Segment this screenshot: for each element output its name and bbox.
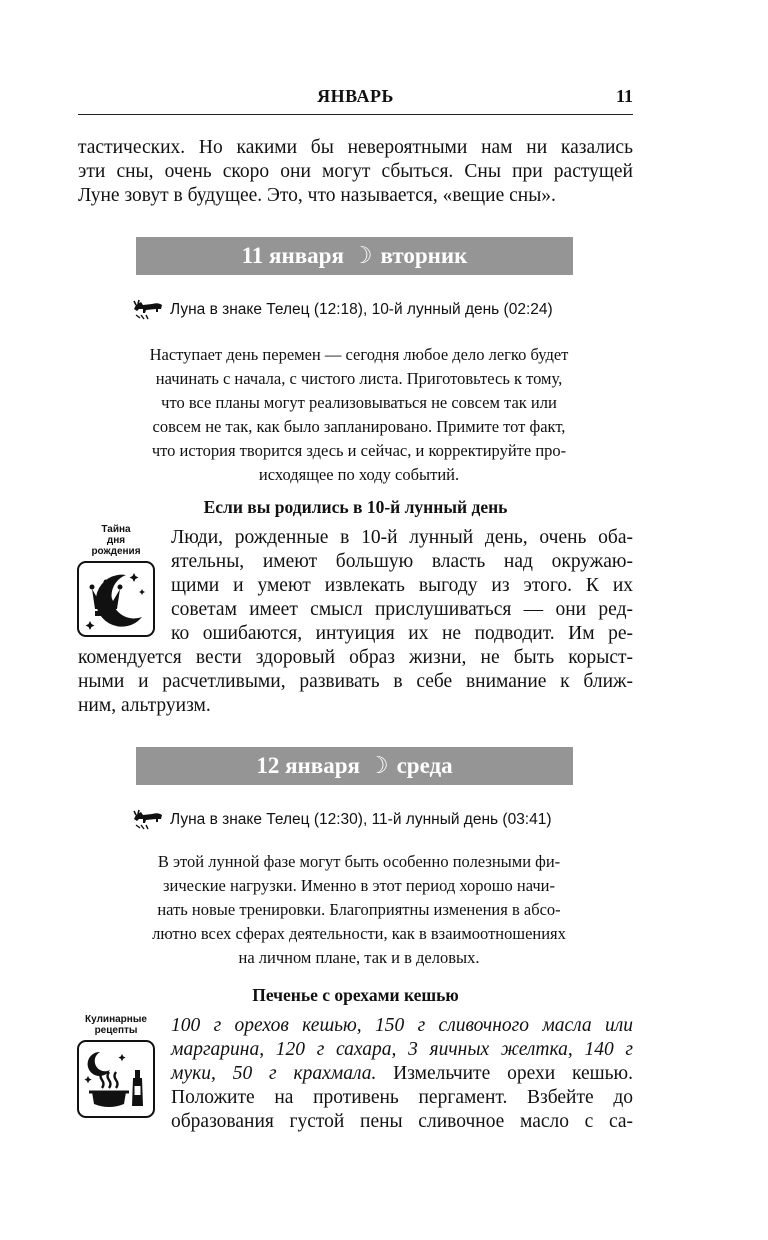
crown-crescent-moon-icon (77, 561, 155, 637)
text-line: В этой лунной фазе могут быть особенно полезными фи- (157, 852, 561, 871)
moon-pot-bottle-icon (77, 1040, 155, 1118)
badge-caption-line: Тайна (101, 524, 131, 535)
text-line: ним, альтруизм. (78, 695, 211, 716)
recipe-paragraph (171, 1014, 633, 1134)
text-line: эти сны, очень скоро они могут сбыться. Сны при растущей (78, 161, 633, 182)
text-line: начинать с начала, с чистого листа. Приготовьтесь к тому, (155, 369, 563, 388)
day-forecast (92, 343, 626, 487)
text-line: образования густой пены сливочное масло с са- (171, 1111, 633, 1132)
text-line: зические нагрузки. Именно в этот период хорошо начи- (163, 876, 555, 895)
text-line: на личном плане, так и в деловых. (238, 948, 480, 967)
taurus-bull-icon (132, 299, 164, 321)
taurus-bull-icon (132, 809, 164, 831)
pot-moon-glyph (82, 1046, 150, 1112)
text-line: советам имеет смысл прислушиваться — они ред- (171, 599, 633, 620)
badge-caption-line: дня (106, 535, 126, 546)
recipe-badge (76, 1014, 156, 1118)
text-line: Луне зовут в будущее. Это, что называется, «вещие сны». (78, 185, 556, 206)
page-number: 11 (615, 86, 633, 106)
section-title: Печенье с орехами кешью (252, 985, 459, 1005)
crown-moon-glyph (82, 567, 150, 631)
text-line: комендуется вести здоровый образ жизни, не быть корыст- (78, 647, 633, 668)
day-date: 11 января (241, 243, 344, 268)
moon-info-line (132, 808, 592, 832)
day-forecast (92, 850, 626, 970)
day-weekday: вторник (380, 243, 468, 268)
badge-caption-line: рецепты (94, 1025, 138, 1036)
text-line: ными и расчетливыми, развивать в себе внимание к ближ- (78, 671, 633, 692)
recipe-ingredients-line: маргарина, 120 г сахара, 3 яичных желтка, 140 г (171, 1039, 633, 1060)
text-line: совсем не так, как было запланировано. Примите тот факт, (152, 417, 566, 436)
text-line: щими и умеют извлекать выгоду из этого. К их (171, 575, 633, 596)
text-line: ко ошибаются, интуиция их не подводит. Им ре- (171, 623, 633, 644)
recipe-step-text: Измельчите орехи кешью. (376, 1063, 633, 1084)
text-line: Люди, рожденные в 10-й лунный день, очень оба- (171, 527, 633, 548)
text-line: нать новые тренировки. Благоприятны изменения в абсо- (157, 900, 561, 919)
moon-phase-symbol: ☽ (367, 753, 389, 778)
badge-caption-line: Кулинарные (85, 1014, 147, 1025)
text-line: лютно всех сферах деятельности, как в взаимоотношениях (152, 924, 566, 943)
moon-phase-symbol: ☽ (351, 243, 373, 268)
text-line: что история творится здесь и сейчас, и корректируйте про- (151, 441, 567, 460)
recipe-ingredients-line: 100 г орехов кешью, 150 г сливочного масла или (171, 1015, 633, 1036)
text-line (171, 1062, 633, 1086)
running-title: ЯНВАРЬ (317, 86, 394, 106)
moon-info-text: Луна в знаке Телец (12:18), 10-й лунный день (02:24) (170, 301, 553, 318)
text-line: ятельны, имеют большую власть над окружаю- (171, 551, 633, 572)
section-title: Если вы родились в 10-й лунный день (203, 497, 508, 517)
day-weekday: среда (396, 753, 453, 778)
badge-caption (76, 1014, 156, 1036)
moon-info-line (132, 298, 592, 322)
day-date: 12 января (256, 753, 360, 778)
moon-info-text: Луна в знаке Телец (12:30), 11-й лунный день (03:41) (170, 811, 552, 828)
text-line: Положите на противень пергамент. Взбейте до (171, 1087, 633, 1108)
text-line: Наступает день перемен — сегодня любое дело легко будет (149, 345, 569, 364)
running-header (78, 84, 633, 115)
day-heading-band (136, 747, 573, 785)
birth-secret-badge (76, 524, 156, 637)
recipe-ingredients-tail: муки, 50 г крахмала. (171, 1063, 377, 1084)
day-heading-band (136, 237, 573, 275)
text-line: исходящее по ходу событий. (258, 465, 460, 484)
badge-caption (76, 524, 156, 557)
text-line: тастических. Но какими бы невероятными нам ни казались (78, 137, 633, 158)
text-line: что все планы могут реализовываться не совсем так или (161, 393, 557, 412)
intro-paragraph (78, 136, 633, 208)
badge-caption-line: рождения (91, 546, 141, 557)
